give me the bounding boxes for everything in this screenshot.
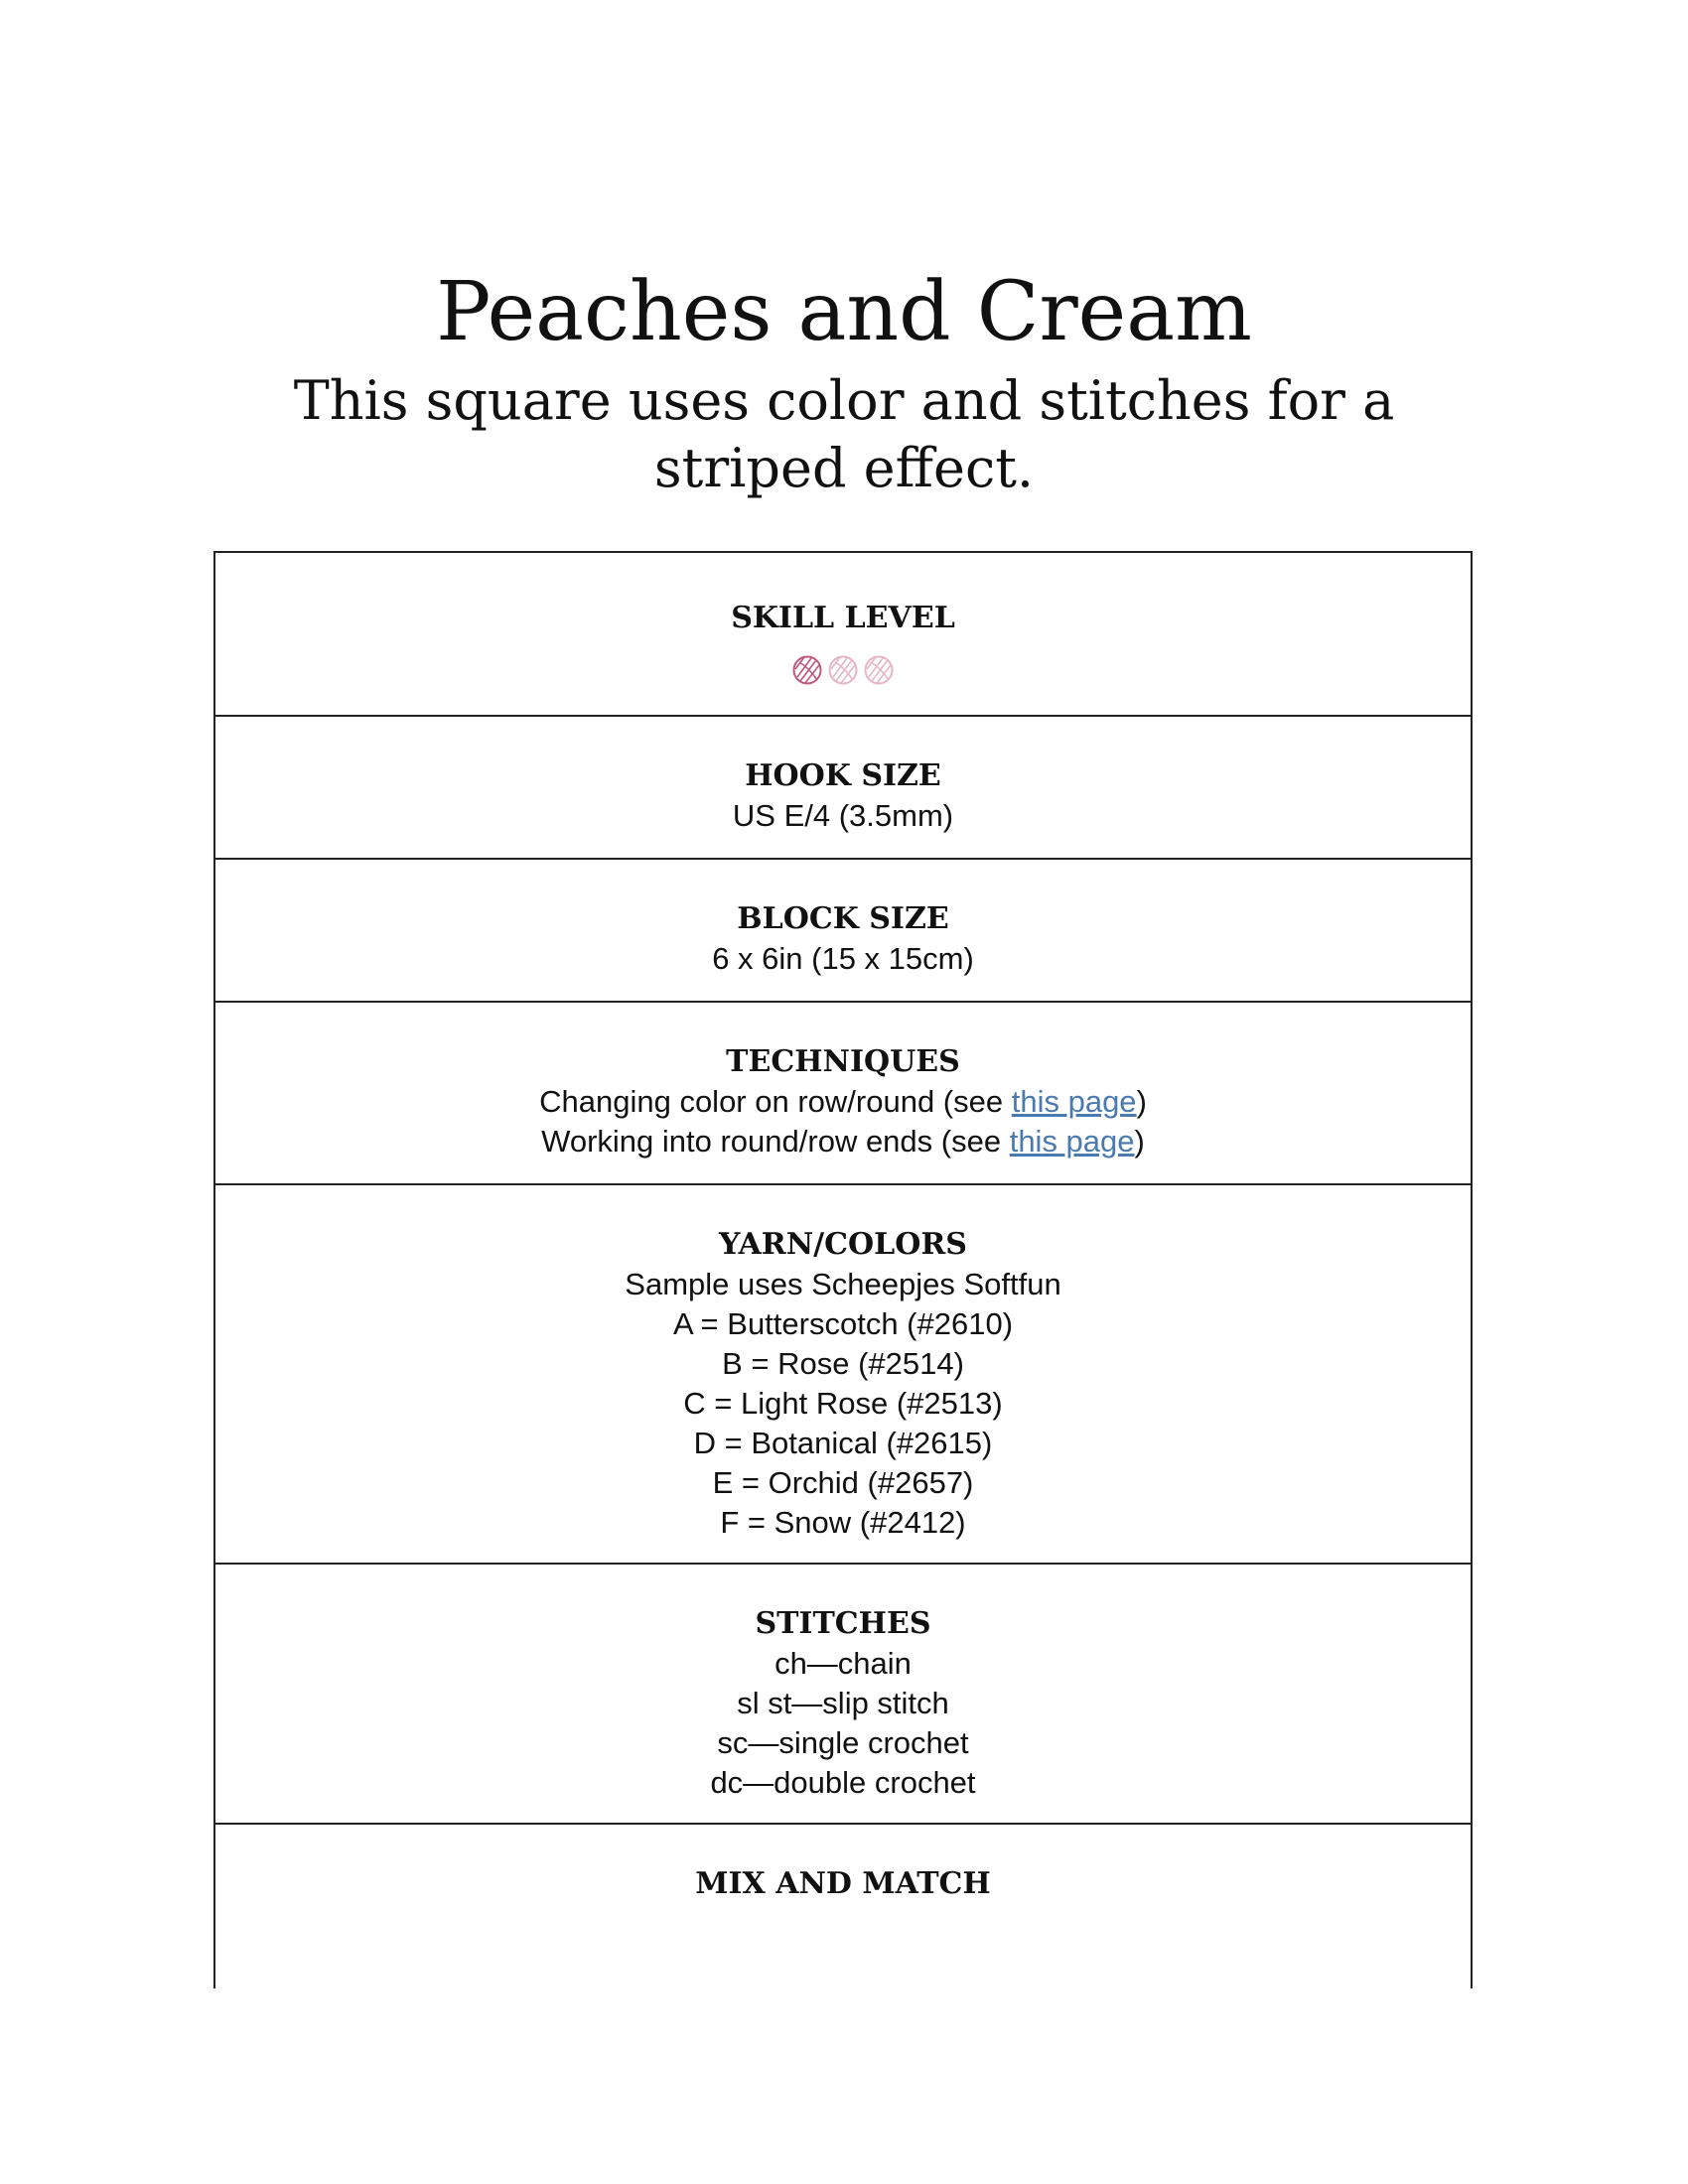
block-size-value: 6 x 6in (15 x 15cm) <box>712 941 974 976</box>
technique-text: Working into round/row ends (see <box>541 1124 1010 1159</box>
hook-size-row <box>215 717 1471 860</box>
block-size-label: BLOCK SIZE <box>737 901 949 936</box>
pattern-info-table <box>213 551 1473 1988</box>
technique-item <box>215 1122 1471 1161</box>
yarn-line: A = Butterscotch (#2610) <box>672 1306 1014 1341</box>
technique-close: ) <box>1134 1124 1145 1159</box>
yarn-line: D = Botanical (#2615) <box>693 1426 993 1460</box>
yarn-ball-icon <box>863 654 895 686</box>
skill-level-label: SKILL LEVEL <box>731 601 955 635</box>
yarn-ball-icon <box>791 654 823 686</box>
stitch-line: dc—double crochet <box>710 1765 976 1800</box>
techniques-label: TECHNIQUES <box>726 1044 960 1079</box>
this-page-link[interactable]: this page <box>1011 1084 1137 1119</box>
stitches-label: STITCHES <box>755 1606 931 1641</box>
this-page-link[interactable]: this page <box>1009 1124 1135 1159</box>
block-size-row <box>215 860 1471 1003</box>
technique-text: Changing color on row/round (see <box>539 1084 1012 1119</box>
technique-item <box>215 1082 1471 1122</box>
page-subtitle: This square uses color and stitches for a striped effect. <box>293 369 1395 499</box>
hook-size-label: HOOK SIZE <box>745 758 941 793</box>
techniques-row <box>215 1003 1471 1185</box>
skill-level-row <box>215 553 1471 717</box>
yarn-line: E = Orchid (#2657) <box>712 1465 974 1500</box>
yarn-colors-row <box>215 1185 1471 1565</box>
skill-level-icons <box>215 654 1471 686</box>
mix-and-match-row <box>215 1825 1471 1988</box>
technique-close: ) <box>1136 1084 1147 1119</box>
yarn-ball-icon <box>827 654 859 686</box>
mix-and-match-label: MIX AND MATCH <box>695 1866 991 1901</box>
stitch-line: sc—single crochet <box>717 1725 969 1760</box>
yarn-line: Sample uses Scheepjes Softfun <box>625 1267 1061 1301</box>
yarn-line: F = Snow (#2412) <box>720 1505 966 1540</box>
yarn-line: B = Rose (#2514) <box>722 1346 964 1381</box>
page-title: Peaches and Cream <box>436 265 1252 359</box>
hook-size-value: US E/4 (3.5mm) <box>732 798 954 833</box>
stitch-line: ch—chain <box>774 1646 912 1681</box>
stitch-line: sl st—slip stitch <box>737 1686 949 1720</box>
yarn-colors-label: YARN/COLORS <box>719 1227 967 1262</box>
yarn-line: C = Light Rose (#2513) <box>683 1386 1003 1421</box>
stitches-row <box>215 1565 1471 1825</box>
